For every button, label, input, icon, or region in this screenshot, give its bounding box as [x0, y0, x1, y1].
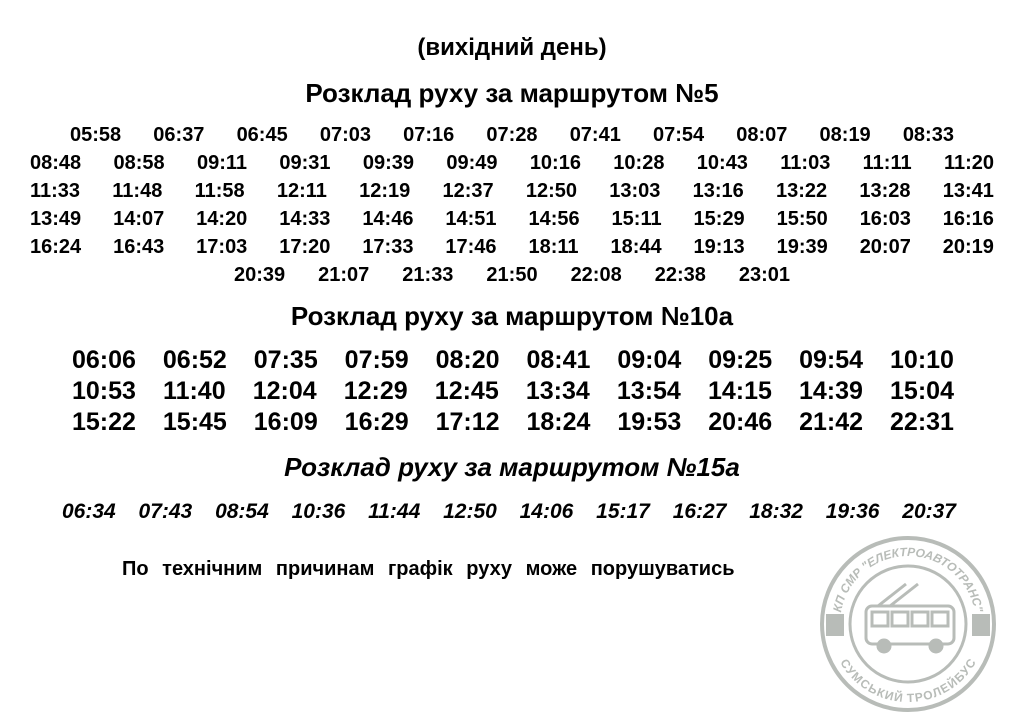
departure-time: 07:03 [319, 124, 371, 146]
departure-time: 12:45 [434, 377, 499, 405]
departure-time: 05:58 [70, 124, 122, 146]
departure-time: 13:16 [692, 180, 744, 202]
departure-time: 11:20 [943, 152, 994, 174]
departure-time: 22:08 [570, 264, 622, 286]
departure-time: 10:36 [291, 500, 346, 523]
stamp-bottom-text: СУМСЬКИЙ ТРОЛЕЙБУС [837, 656, 979, 706]
departure-time: 16:27 [672, 500, 727, 523]
departure-time: 11:44 [368, 500, 421, 523]
departure-time: 16:43 [113, 236, 165, 258]
stamp-left-emblem [826, 614, 844, 636]
departure-time: 08:58 [113, 152, 165, 174]
departure-time: 06:52 [162, 346, 227, 374]
departure-time: 07:35 [253, 346, 318, 374]
departure-time: 07:59 [344, 346, 409, 374]
departure-time: 14:51 [445, 208, 497, 230]
departure-time: 16:03 [859, 208, 911, 230]
route-10a-row [72, 346, 954, 375]
departure-time: 20:46 [708, 408, 773, 436]
departure-time: 12:50 [525, 180, 578, 202]
departure-time: 07:54 [652, 124, 705, 146]
departure-time: 07:43 [138, 500, 193, 523]
departure-time: 18:44 [610, 236, 662, 258]
departure-time: 22:31 [890, 408, 954, 436]
departure-time: 09:31 [279, 152, 331, 174]
route-5-row [30, 152, 994, 175]
technical-notice: По технічним причинам графік руху може порушуватись [122, 558, 735, 580]
departure-time: 13:41 [942, 180, 994, 202]
departure-time: 18:32 [749, 500, 803, 523]
route-5-row [30, 180, 994, 203]
departure-time: 08:41 [526, 346, 591, 374]
departure-time: 19:36 [825, 500, 880, 523]
departure-time: 22:38 [654, 264, 706, 286]
departure-time: 13:49 [30, 208, 82, 230]
departure-time: 12:04 [252, 377, 317, 405]
departure-time: 09:39 [362, 152, 414, 174]
departure-time: 10:16 [529, 152, 581, 174]
departure-time: 11:33 [30, 180, 81, 202]
departure-time: 20:19 [942, 236, 994, 258]
departure-time: 10:53 [72, 377, 136, 405]
departure-time: 09:25 [708, 346, 773, 374]
departure-time: 17:03 [196, 236, 248, 258]
route-15a-schedule [62, 500, 956, 524]
departure-time: 08:20 [435, 346, 500, 374]
departure-time: 13:28 [859, 180, 911, 202]
departure-time: 12:37 [442, 180, 494, 202]
departure-time: 08:54 [215, 500, 269, 523]
route-10a-title: Розклад руху за маршрутом №10а [290, 301, 734, 331]
departure-time: 12:50 [443, 500, 497, 523]
departure-time: 14:07 [113, 208, 165, 230]
departure-time: 19:13 [693, 236, 745, 258]
departure-time: 12:29 [343, 377, 408, 405]
departure-time: 07:28 [486, 124, 538, 146]
departure-time: 19:53 [617, 408, 682, 436]
departure-time: 20:07 [859, 236, 911, 258]
departure-time: 14:39 [798, 377, 863, 405]
departure-time: 15:17 [596, 500, 650, 523]
departure-time: 17:20 [279, 236, 331, 258]
departure-time: 16:24 [30, 236, 82, 258]
departure-time: 20:37 [902, 500, 956, 523]
departure-time: 21:33 [402, 264, 454, 286]
departure-time: 11:03 [780, 152, 831, 174]
departure-time: 21:42 [799, 408, 864, 436]
departure-time: 06:06 [72, 346, 136, 374]
trolleybus-icon [866, 584, 954, 652]
departure-time: 17:46 [445, 236, 497, 258]
departure-time: 08:19 [819, 124, 871, 146]
departure-time: 15:22 [72, 408, 136, 436]
departure-time: 20:39 [234, 264, 286, 286]
departure-time: 07:16 [403, 124, 455, 146]
departure-time: 10:28 [613, 152, 665, 174]
departure-time: 10:10 [890, 346, 954, 374]
departure-time: 14:46 [362, 208, 414, 230]
departure-time: 15:04 [890, 377, 954, 405]
departure-time: 15:45 [162, 408, 227, 436]
departure-time: 10:43 [696, 152, 748, 174]
route-10a-row [72, 377, 954, 406]
departure-time: 16:16 [942, 208, 994, 230]
departure-time: 11:11 [862, 152, 912, 174]
departure-time: 12:19 [359, 180, 411, 202]
departure-time: 13:34 [525, 377, 590, 405]
departure-time: 14:56 [528, 208, 580, 230]
departure-time: 08:07 [736, 124, 788, 146]
departure-time: 15:29 [693, 208, 745, 230]
departure-time: 07:41 [569, 124, 621, 146]
departure-time: 09:49 [446, 152, 498, 174]
departure-time: 13:03 [609, 180, 661, 202]
route-15a-title: Розклад руху за маршрутом №15а [284, 452, 740, 482]
departure-time: 09:04 [617, 346, 682, 374]
day-type-heading: (вихідний день) [417, 34, 607, 61]
departure-time: 06:34 [62, 500, 116, 523]
departure-time: 12:11 [276, 180, 327, 202]
departure-time: 13:54 [616, 377, 681, 405]
departure-time: 23:01 [738, 264, 790, 286]
departure-time: 19:39 [776, 236, 828, 258]
departure-time: 16:29 [344, 408, 409, 436]
departure-time: 11:58 [194, 180, 245, 202]
departure-time: 18:24 [526, 408, 591, 436]
departure-time: 14:15 [707, 377, 772, 405]
departure-time: 14:33 [279, 208, 331, 230]
route-5-row [234, 264, 790, 287]
departure-time: 08:48 [30, 152, 82, 174]
route-5-row [30, 208, 994, 231]
stamp-top-text: КП СМР "ЕЛЕКТРОАВТОТРАНС" [830, 544, 986, 614]
departure-time: 14:06 [519, 500, 574, 523]
departure-time: 13:22 [776, 180, 828, 202]
departure-time: 16:09 [253, 408, 318, 436]
departure-time: 18:11 [528, 236, 579, 258]
departure-time: 15:11 [611, 208, 662, 230]
departure-time: 09:54 [799, 346, 864, 374]
departure-time: 09:11 [196, 152, 248, 174]
departure-time: 11:40 [163, 377, 226, 405]
departure-time: 11:48 [112, 180, 163, 202]
route-5-row [30, 236, 994, 259]
departure-time: 21:07 [318, 264, 370, 286]
departure-time: 06:45 [236, 124, 288, 146]
departure-time: 06:37 [153, 124, 205, 146]
departure-time: 14:20 [196, 208, 248, 230]
route-5-row [70, 124, 954, 147]
company-stamp [818, 534, 998, 714]
route-10a-row [72, 408, 954, 437]
departure-time: 21:50 [486, 264, 538, 286]
departure-time: 17:33 [362, 236, 414, 258]
departure-time: 15:50 [776, 208, 828, 230]
stamp-right-emblem [972, 614, 990, 636]
departure-time: 17:12 [435, 408, 500, 436]
departure-time: 08:33 [902, 124, 954, 146]
route-5-title: Розклад руху за маршрутом №5 [305, 78, 719, 108]
